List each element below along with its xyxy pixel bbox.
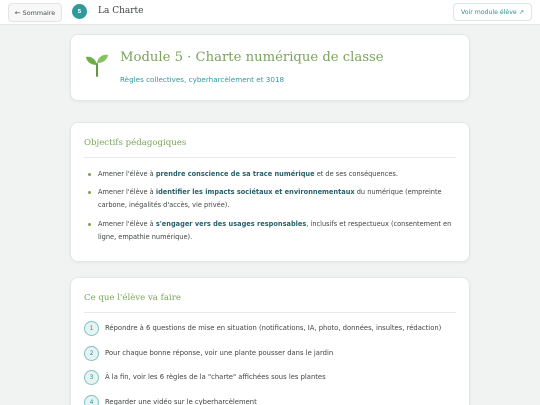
bullet-dot-icon [88,191,91,194]
objectives-card [70,122,470,262]
objective-item [98,186,460,211]
external-link-icon: ↗ [518,8,525,16]
arrow-left-icon: ← [14,8,21,17]
back-to-summary-button[interactable] [8,3,62,22]
student-view-button[interactable] [453,3,532,21]
section-divider [84,157,456,158]
objective-emphasis: s'engager vers des usages responsables [155,220,307,228]
student-steps-card [70,277,470,405]
page-title: La Charte [98,6,144,16]
objective-text: Amener l'élève à [98,188,156,196]
objective-text: Amener l'élève à [98,220,156,228]
objective-text: , inclusifs et respectueux (consentement en ligne, empathie numérique). [98,220,452,241]
module-header-card [70,34,470,101]
objectives-title: Objectifs pédagogiques [84,138,187,148]
step-number: 4 [84,395,99,405]
module-title: Module 5 · Charte numérique de classe [120,50,384,65]
objective-text: et de ses conséquences. [314,170,398,178]
step-item [84,346,464,362]
step-text: À la fin, voir les 6 règles de la "charte" affichées sous les plantes [105,373,326,381]
objective-text: du numérique (empreinte carbone, inégalités d'accès, vie privée). [98,188,442,209]
objective-item [98,218,460,243]
objective-text: Amener l'élève à [98,170,156,178]
objective-emphasis: identifier les impacts sociétaux et environnementaux [155,188,355,196]
step-number: 1 [84,321,99,336]
step-number: 2 [84,346,99,361]
objective-item [98,168,460,181]
step-item [84,321,464,337]
bullet-dot-icon [88,223,91,226]
step-text: Pour chaque bonne réponse, voir une plante pousser dans le jardin [105,349,334,357]
step-text: Regarder une vidéo sur le cyberharcèlement [105,398,257,405]
top-bar [0,0,540,25]
section-divider [84,312,456,313]
objective-emphasis: prendre conscience de sa trace numérique [155,170,315,178]
back-button-label: Sommaire [22,8,56,17]
step-item [84,395,464,405]
step-text: Répondre à 6 questions de mise en situation (notifications, IA, photo, données, insultes, rédaction) [105,324,442,332]
step-item [84,370,464,386]
module-subtitle: Règles collectives, cyberharcèlement et 3018 [120,75,285,84]
module-number-badge: 5 [72,4,87,19]
sprout-icon [84,52,110,78]
bullet-dot-icon [88,173,91,176]
steps-title: Ce que l'élève va faire [84,293,181,303]
student-view-label: Voir module élève [460,8,517,16]
step-number: 3 [84,370,99,385]
